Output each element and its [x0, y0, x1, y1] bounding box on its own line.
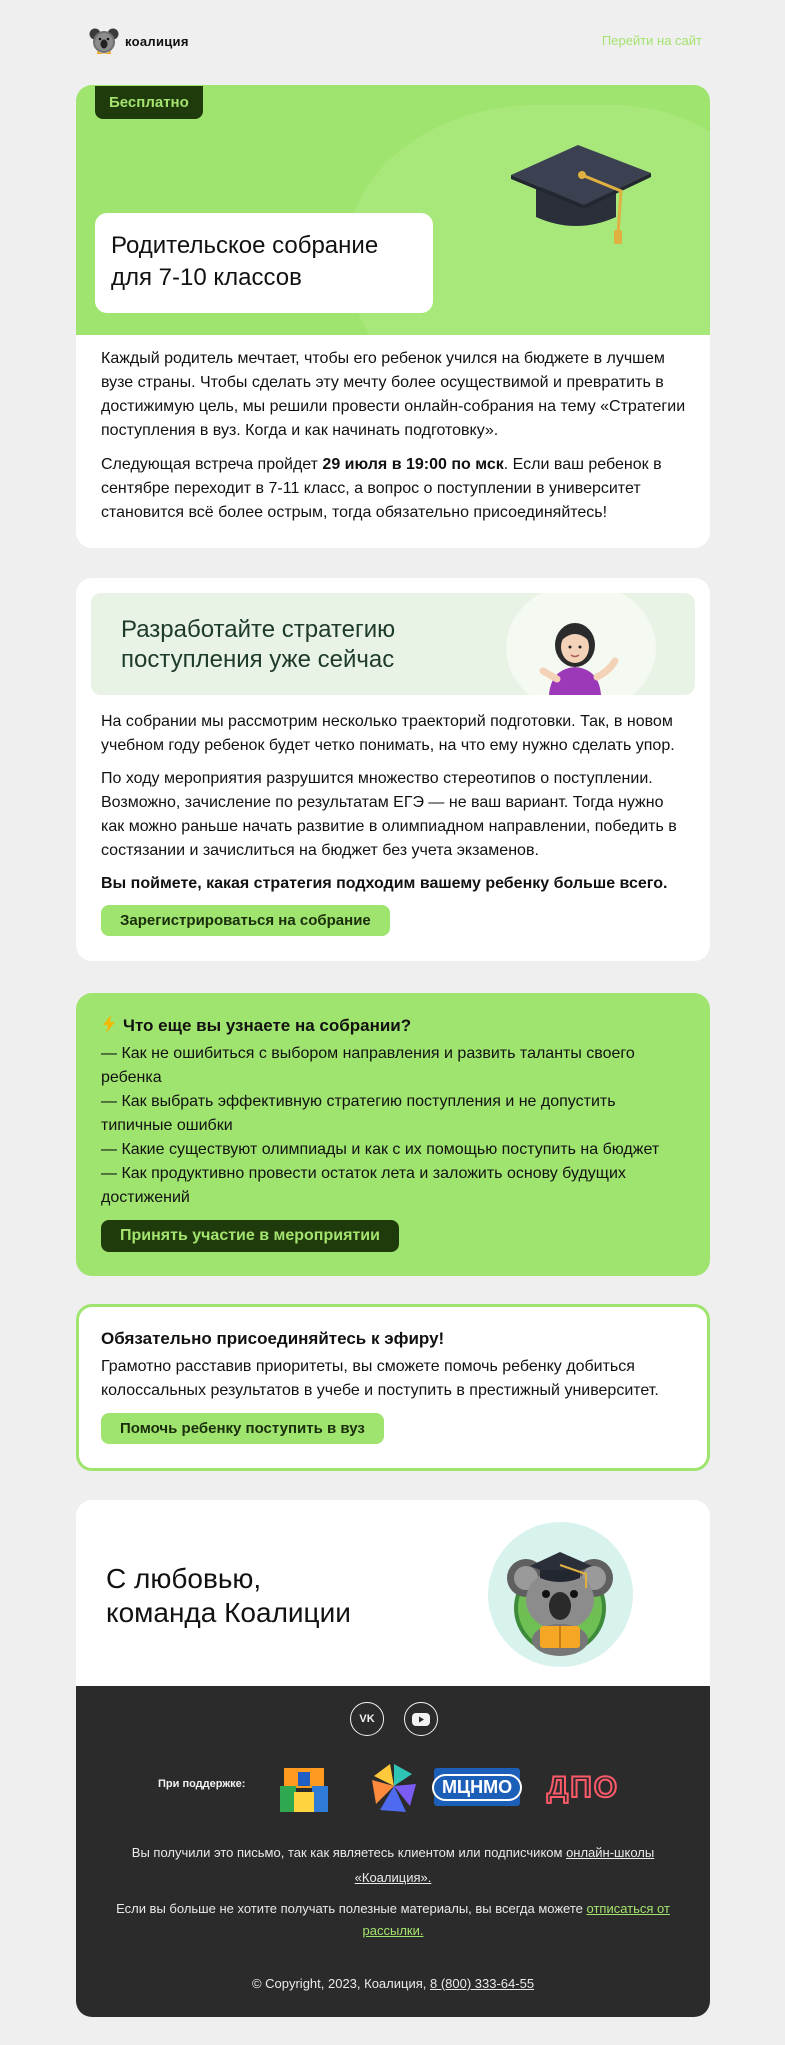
strategy-paragraph-1: На собрании мы рассмотрим несколько траекторий подготовки. Так, в новом учебном году ребенок будет четко понимать, на что ему нужно сделать упор.	[101, 713, 675, 754]
strategy-paragraph-2: По ходу мероприятия разрушится множество стереотипов о поступлении. Возможно, зачисление по результатам ЕГЭ — не ваш вариант. Тогда нужно как можно раньше начать развитие в олимпиадном направлении, победить в состязании и зачислиться на бюджет без учета экзаменов.	[101, 770, 677, 859]
help-child-button[interactable]: Помочь ребенку поступить в вуз	[101, 1413, 384, 1444]
mascot-circle	[488, 1522, 633, 1667]
join-heading: Обязательно присоединяйтесь к эфиру!	[101, 1329, 445, 1348]
youtube-play-icon	[412, 1713, 430, 1726]
hero-title-box	[95, 213, 433, 313]
vk-icon[interactable]: VK	[350, 1702, 384, 1736]
woman-tipping-hand-icon	[535, 615, 623, 695]
list-item: — Как выбрать эффективную стратегию поступления и не допустить типичные ошибки	[101, 1093, 616, 1134]
hero-title: Родительское собрание для 7-10 классов	[111, 232, 379, 291]
footer	[76, 1686, 710, 2017]
support-label: При поддержке:	[158, 1778, 246, 1790]
hero-card	[76, 85, 710, 548]
learn-list	[101, 1042, 691, 1210]
graduation-cap-icon	[506, 135, 656, 255]
list-item: — Какие существуют олимпиады и как с их помощью поступить на бюджет	[101, 1141, 660, 1158]
lightning-icon	[101, 1015, 117, 1033]
signature-text: С любовью, команда Коалиции	[106, 1563, 351, 1628]
hero-banner	[76, 85, 710, 335]
learn-card	[76, 993, 710, 1276]
signature-card	[76, 1500, 710, 2017]
subscription-note: Вы получили это письмо, так как являетесь клиентом или подписчиком онлайн-школы «Коалиция».	[131, 1845, 655, 1885]
free-badge: Бесплатно	[95, 86, 203, 119]
social-links	[350, 1702, 438, 1736]
unsubscribe-note: Если вы больше не хотите получать полезные материалы, вы всегда можете отписаться от рассылки.	[116, 1901, 670, 1938]
school-link[interactable]: онлайн-школы «Коалиция».	[354, 1845, 655, 1885]
list-item: — Как не ошибиться с выбором направления и развить таланты своего ребенка	[101, 1045, 635, 1086]
strategy-paragraph-3: Вы поймете, какая стратегия подходим вашему ребенку больше всего.	[101, 875, 668, 892]
partner-cube-logo-icon[interactable]	[276, 1762, 332, 1818]
phone-link[interactable]: 8 (800) 333-64-55	[429, 1976, 535, 1991]
hero-paragraph-1: Каждый родитель мечтает, чтобы его ребенок учился на бюджете в лучшем вузе страны. Чтобы сделать эту мечту более осуществимой и превратить в достижимую цель, мы решили провести онлайн-собрания на тему «Стратегии поступления в вуз. Когда и как начинать подготовку».	[101, 350, 686, 439]
list-item: — Как продуктивно провести остаток лета и заложить основу будущих достижений	[101, 1165, 626, 1206]
brand-name: коалиция	[125, 33, 189, 49]
koala-logo-icon	[89, 26, 119, 56]
go-to-site-link[interactable]: Перейти на сайт	[601, 33, 702, 48]
brand-logo[interactable]	[89, 26, 189, 56]
youtube-icon[interactable]	[404, 1702, 438, 1736]
join-card	[76, 1304, 710, 1471]
learn-heading: Что еще вы узнаете на собрании?	[101, 1015, 691, 1036]
register-button[interactable]: Зарегистрироваться на собрание	[101, 905, 390, 936]
unsubscribe-link[interactable]: отписаться от рассылки.	[362, 1901, 670, 1938]
koala-mascot-icon	[488, 1522, 633, 1667]
learn-content	[101, 1015, 691, 1252]
strategy-body	[101, 710, 691, 936]
partner-flower-logo-icon[interactable]	[366, 1760, 422, 1818]
strategy-card	[76, 578, 710, 961]
join-content	[101, 1329, 691, 1444]
partner-dpo-logo[interactable]: ДПО	[546, 1771, 620, 1804]
strategy-title: Разработайте стратегию поступления уже сейчас	[121, 616, 396, 673]
participate-button[interactable]: Принять участие в мероприятии	[101, 1220, 399, 1252]
join-text: Грамотно расставив приоритеты, вы сможете помочь ребенку добиться колоссальных результатов в учебе и поступить в престижный университет.	[101, 1358, 659, 1399]
partner-mcnmo-logo[interactable]: МЦНМО	[434, 1768, 520, 1806]
copyright: © Copyright, 2023, Коалиция, 8 (800) 333-64-55	[251, 1976, 535, 1991]
hero-body	[101, 347, 691, 535]
strategy-banner	[91, 593, 695, 695]
hero-paragraph-2: Следующая встреча пройдет 29 июля в 19:00 по мск. Если ваш ребенок в сентябре переходит в 7-11 класс, а вопрос о поступлении в университет становится всё более острым, тогда обязательно присоединяйтесь!	[101, 456, 662, 521]
